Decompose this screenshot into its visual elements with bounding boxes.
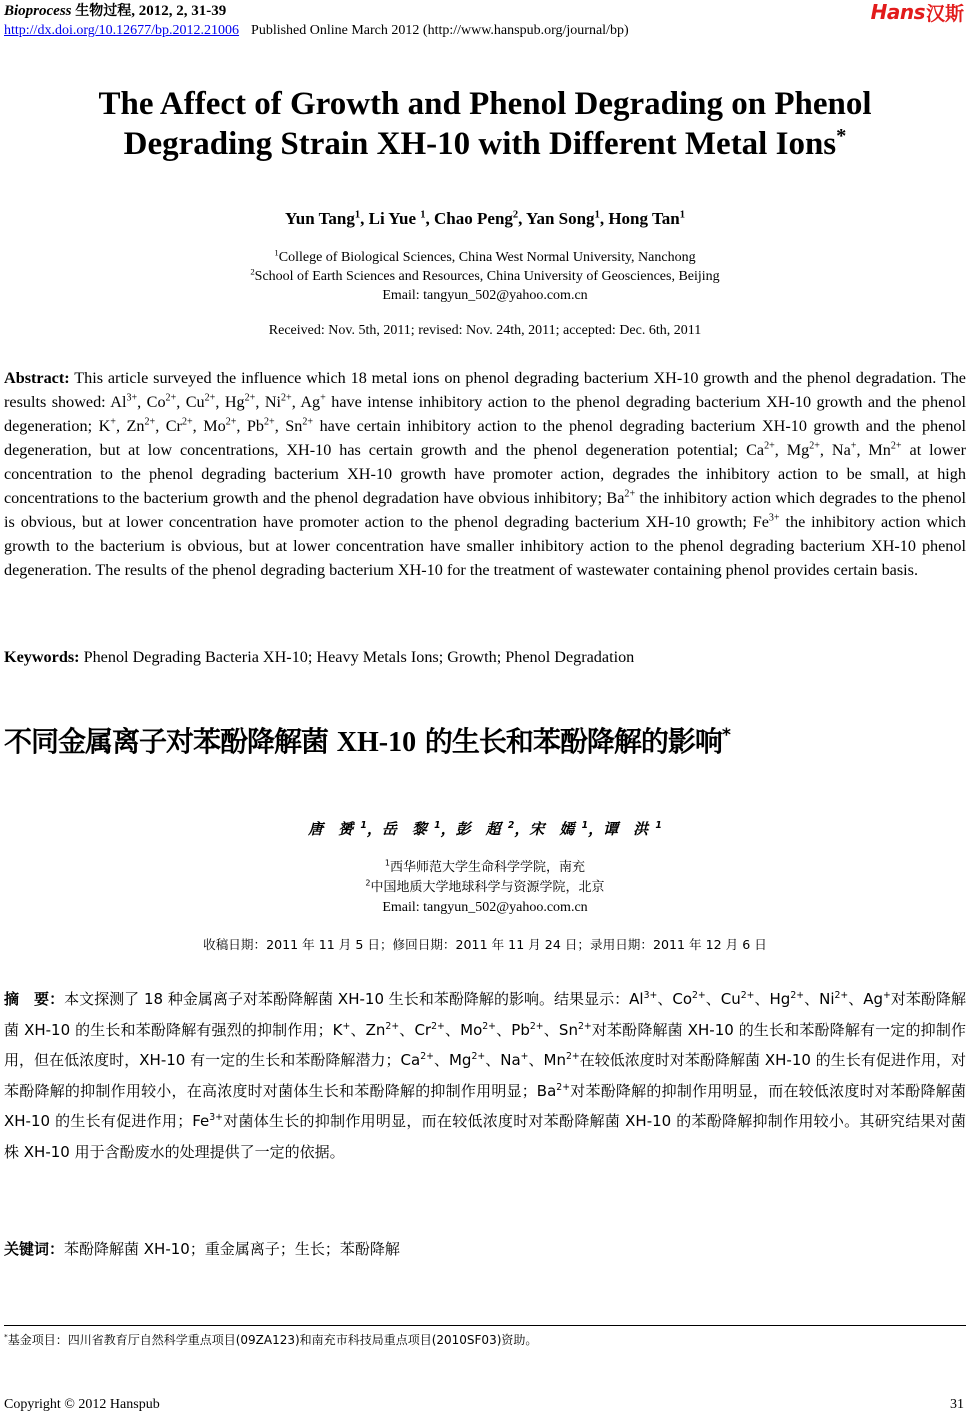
affiliation-cn-2 [0,878,970,898]
abstract-text: , Zn [115,417,145,435]
author-cn: 唐 赟 [308,820,354,838]
abstract-cn-text: 、Pb [495,1020,530,1039]
ion-charge: 2+ [181,416,193,428]
aff-text: School of Earth Sciences and Resources, China University of Geosciences, Beijing [254,269,720,284]
ion-charge: 2+ [556,1081,571,1093]
abstract-cn-text: 、Ni [804,990,835,1008]
doi-link[interactable]: http://dx.doi.org/10.12677/bp.2012.21006 [4,23,240,38]
funding-footnote [4,1331,537,1349]
page-number: 31 [950,1397,964,1412]
title-cn-part: 不同金属离子对苯酚降解菌 [4,725,337,758]
aff-text: 中国地质大学地球科学与资源学院，北京 [370,880,605,895]
author-aff: 1 [354,209,361,221]
abstract-cn [4,984,966,1167]
ion-charge: 2+ [809,440,820,452]
ion-charge: 2+ [764,440,775,452]
ion-charge: 2+ [204,392,216,404]
abstract-cn-text: 、Ag [848,990,884,1008]
ion-charge: 3+ [768,512,780,524]
ion-charge: 2+ [225,416,237,428]
aff-num: 1 [274,247,279,258]
logo-text-cn: 汉斯 [925,2,964,25]
abstract-text: have intense inhibitory action to the phenol degrading bacterium XH-10 growth and the phenol degeneration; K [4,393,966,435]
abstract-text: , Co [137,393,166,411]
title-en-line1: The Affect of Growth and Phenol Degrading on Phenol [98,86,872,122]
journal-name-cn: 生物过程 [75,3,132,19]
abstract-label: Abstract: [4,369,70,387]
affiliation-1 [0,248,970,267]
abstract-cn-text: 、Cr [399,1020,432,1039]
journal-volume: , 2012, 2, 31-39 [131,3,227,19]
abstract-text: , Ni [255,393,282,411]
abstract-text: , Cu [176,393,205,411]
title-cn-strain: XH-10 [336,727,417,758]
abstract-text: , Cr [155,417,182,435]
author-cn: 宋 嫣 [529,820,575,838]
abstract-cn-text: 对苯酚降解菌 XH-10 的生长和苯酚降解有强烈的抑制作用；K [4,990,966,1039]
keywords-cn-label: 关键词： [4,1240,65,1258]
author-en: Li Yue [368,209,421,228]
ion-charge: 2+ [565,1051,580,1062]
abstract-cn-text: 、Na [485,1051,521,1069]
journal-citation [4,2,226,20]
footnote-text: 基金项目：四川省教育厅自然科学重点项目(09ZA123)和南充市科技局重点项目(2010SF03)资助。 [7,1333,538,1347]
abstract-text: the inhibitory action which growth to the bacterium is obvious, but at lower concentration have smaller inhibitory action to the phenol degrading bacterium XH-10 phenol degeneration. The results of the phenol degrading bacterium XH-10 for the treatment of wastewater containing phenol provides certain basis. [4,513,966,579]
copyright: Copyright © 2012 Hanspub [4,1397,160,1412]
authors-en: Yun Tang$^1$, Li Yue $^1$, Chao Peng$^2$, Yan Song$^1$, Hong Tan$^1$ [285,209,685,228]
ion-charge: + [110,416,116,428]
abstract-cn-text: 在较低浓度时对苯酚降解菌 XH-10 的生长有促进作用，对苯酚降解的抑制作用较小，在高浓度时对菌体生长和苯酚降解的抑制作用明显；Ba [4,1051,967,1100]
abstract-cn-text: 对苯酚降解的抑制作用明显，而在较低浓度时对苯酚降解菌 XH-10 的生长有促进作用；Fe [4,1081,966,1130]
abstract-text: have certain inhibitory action to the phenol degrading bacterium XH-10 growth and the phenol degeneration, but at low concentrations, XH-10 has certain growth and the phenol degeneration potential; Ca [4,417,967,459]
title-en-line2-text: Degrading Strain XH-10 with Different Metal Ions [123,126,837,162]
abstract-text: , Pb [236,417,265,435]
journal-name: Bioprocess [4,3,72,19]
abstract-cn-label: 摘 要： [4,990,65,1008]
author-aff: 2 [512,209,519,221]
footnote-divider [4,1325,966,1326]
author-aff: 1 [420,209,426,221]
ion-charge: 2+ [790,990,805,1001]
affiliation-cn-1 [0,858,970,878]
published-note: Published Online March 2012 (http://www.hanspub.org/journal/bp) [251,23,629,38]
abstract-text: , Sn [274,417,303,435]
ion-charge: 2+ [244,392,256,404]
logo-text: Hans [870,0,925,24]
aff-num: 1 [384,858,391,868]
abstract-cn-text: 、Cu [705,990,741,1008]
keywords-cn [4,1238,966,1260]
affiliations-en [0,248,970,305]
abstract-text: , Mo [192,417,226,435]
abstract-cn-text: 、Co [657,990,692,1008]
ion-charge: 2+ [577,1020,592,1032]
received-dates-cn: 收稿日期：2011 年 11 月 5 日；修回日期：2011 年 11 月 24 日；录用日期：2011 年 12 月 6 日 [203,937,767,952]
ion-charge: 2+ [165,392,177,404]
author-cn: 谭 洪 [603,820,649,838]
abstract-text: This article surveyed the influence which 18 metal ions on phenol degrading bacterium XH-10 growth and the phenol degradation. The results showed: Al [4,369,966,411]
keywords-en [4,646,966,668]
author-cn: 岳 黎 [381,820,427,838]
title-en [0,84,970,164]
aff-text: 西华师范大学生命科学学院，南充 [390,860,586,875]
abstract-cn-text: 、Mn [528,1051,566,1069]
ion-charge: + [850,440,857,452]
title-cn-part: 的生长和苯酚降解的影响 [416,725,722,758]
footnote-marker: * [4,1332,8,1341]
aff-num: 2 [250,266,255,277]
author-aff: 1 [655,820,662,831]
author-aff: 1 [679,209,685,221]
abstract-text: , Mg [774,441,810,459]
ion-charge: + [520,1051,529,1062]
author-aff: 1 [434,820,441,831]
email-en: Email: tangyun_502@yahoo.com.cn [382,288,588,303]
authors-cn: 唐 赟 $^1$，岳 黎 $^1$，彭 超 $^2$，宋 嫣 $^1$，谭 洪 $^1$ [308,820,662,838]
abstract-cn-text: 、Sn [543,1020,578,1039]
abstract-cn-text: 、Mo [444,1020,483,1039]
aff-text: College of Biological Sciences, China West Normal University, Nanchong [278,250,696,265]
keywords-label: Keywords: [4,648,80,666]
received-dates-en: Received: Nov. 5th, 2011; revised: Nov. 24th, 2011; accepted: Dec. 6th, 2011 [268,323,702,338]
title-en-line2 [0,124,970,164]
abstract-text: , Mn [856,441,891,459]
author-en: Chao Peng [434,209,513,228]
ion-charge: + [342,1020,351,1032]
ion-charge: 2+ [624,488,636,500]
author-en: Hong Tan [608,209,680,228]
aff-num: 2 [365,878,371,888]
ion-charge: 2+ [482,1020,496,1032]
author-aff: 1 [360,820,367,831]
ion-charge: 2+ [890,440,902,452]
title-cn-marker: * [721,725,730,746]
ion-charge: 2+ [692,990,706,1001]
email-cn: Email: tangyun_502@yahoo.com.cn [382,900,588,915]
ion-charge: 2+ [431,1020,445,1032]
ion-charge: 2+ [740,990,755,1001]
ion-charge: 2+ [302,416,314,428]
ion-charge: 3+ [643,990,658,1001]
abstract-text: , Ag [291,393,321,411]
affiliations-cn [0,858,970,918]
ion-charge: 3+ [209,1112,223,1123]
title-cn [4,722,730,763]
abstract-cn-text: 对苯酚降解菌 XH-10 的生长和苯酚降解有一定的抑制作用，但在低浓度时，XH-10 有一定的生长和苯酚降解潜力；Ca [4,1020,966,1069]
author-aff: 1 [594,209,600,221]
author-en: Yan Song [526,209,595,228]
ion-charge: + [883,990,891,1001]
ion-charge: 2+ [834,990,849,1001]
abstract-text: , Na [819,441,851,459]
author-en: Yun Tang [285,209,355,228]
title-en-marker: * [836,125,847,147]
ion-charge: 2+ [529,1020,544,1032]
abstract-text: at lower concentration to the phenol degrading bacterium XH-10 growth have promoter action, degrades the inhibitory action to be small, at high concentrations to the bacterium growth and the phenol degradation have obvious inhibitory; Ba [4,441,966,507]
ion-charge: + [320,392,326,404]
doi-line [4,22,629,40]
abstract-text: the inhibitory action which degrades to the phenol is obvious, but at lower concentration have promoter action to the phenol degrading bacterium XH-10 growth; Fe [4,489,967,531]
author-aff: 2 [507,820,515,831]
ion-charge: 2+ [420,1051,434,1062]
author-aff: 1 [581,820,589,831]
keywords-text: Phenol Degrading Bacteria XH-10; Heavy Metals Ions; Growth; Phenol Degradation [79,648,635,666]
abstract-cn-text: 、Mg [433,1051,472,1069]
ion-charge: 2+ [471,1051,486,1062]
ion-charge: 2+ [385,1020,400,1032]
abstract-cn-text: 、Hg [754,990,791,1008]
ion-charge: 2+ [144,416,156,428]
ion-charge: 2+ [281,392,292,404]
keywords-cn-text: 苯酚降解菌 XH-10；重金属离子；生长；苯酚降解 [64,1240,400,1258]
abstract-cn-text: 、Zn [350,1020,386,1039]
hanspub-logo [871,1,964,23]
affiliation-2 [0,267,970,286]
abstract-text: , Hg [215,393,245,411]
ion-charge: 3+ [126,392,138,404]
abstract-cn-text: 对菌体生长的抑制作用明显，而在较低浓度时对苯酚降解菌 XH-10 的苯酚降解抑制作用较小。其研究结果对菌株 XH-10 用于含酚废水的处理提供了一定的依据。 [4,1112,966,1161]
abstract-en [4,366,966,582]
ion-charge: 2+ [264,416,275,428]
abstract-cn-text: 本文探测了 18 种金属离子对苯酚降解菌 XH-10 生长和苯酚降解的影响。结果显示：Al [64,990,644,1008]
author-cn: 彭 超 [455,820,501,838]
